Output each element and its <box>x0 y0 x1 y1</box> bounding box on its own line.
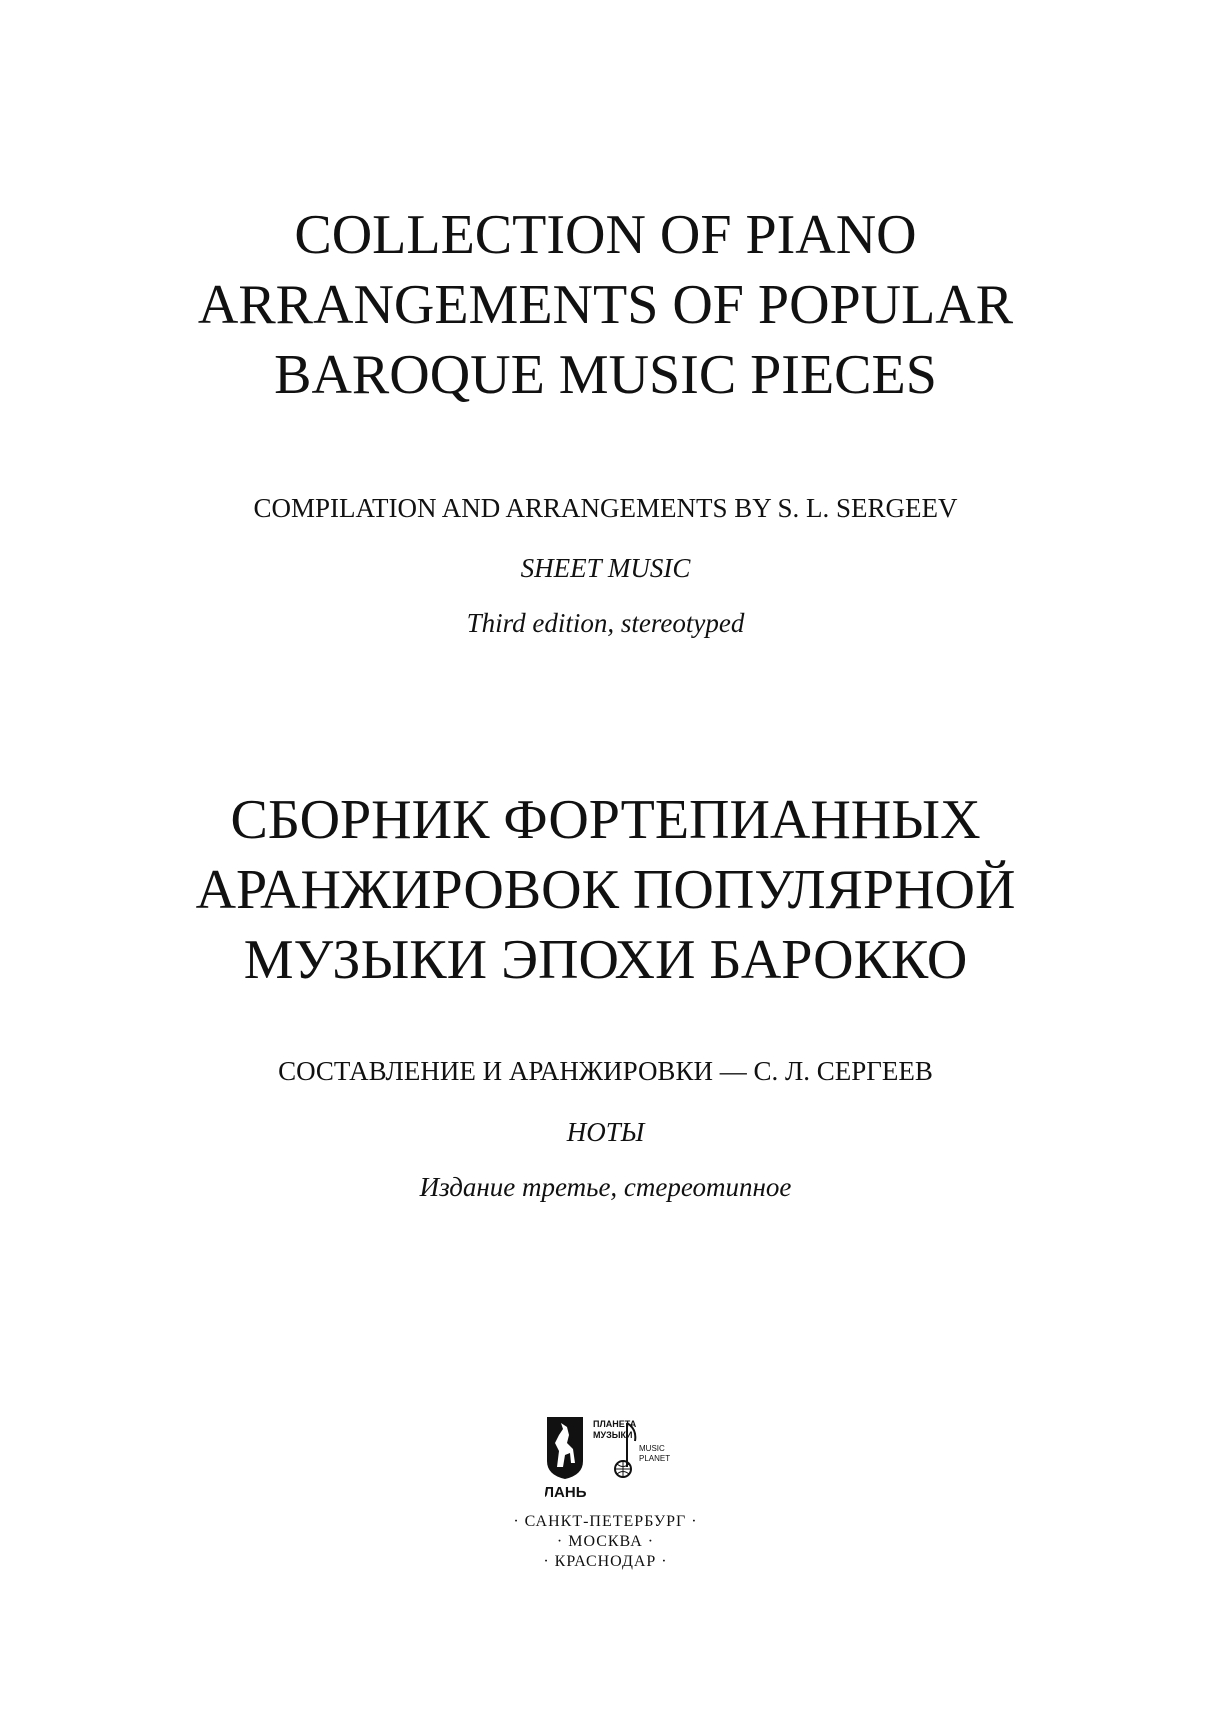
english-edition: Third edition, stereotyped <box>466 608 745 638</box>
russian-title-line-2: АРАНЖИРОВОК ПОПУЛЯРНОЙ <box>195 859 1016 921</box>
logo-text-planeta: ПЛАНЕТА <box>593 1419 637 1429</box>
logo-text-muzyki: МУЗЫКИ <box>593 1430 633 1440</box>
russian-edition: Издание третье, стереотипное <box>419 1172 792 1202</box>
city-2: · МОСКВА · <box>556 1533 655 1550</box>
russian-title-line-3: МУЗЫКИ ЭПОХИ БАРОККО <box>243 929 968 991</box>
english-title-line-1: COLLECTION OF PIANO <box>294 204 917 266</box>
english-title-line-3: BAROQUE MUSIC PIECES <box>274 344 937 406</box>
russian-genre: НОТЫ <box>566 1117 645 1147</box>
english-compilation: COMPILATION AND ARRANGEMENTS BY S. L. SERGEEV <box>253 493 958 523</box>
city-1: · САНКТ-ПЕТЕРБУРГ · <box>513 1513 698 1530</box>
english-title <box>0 200 1211 410</box>
logo-text-planet: PLANET <box>639 1454 671 1463</box>
publisher-logo <box>545 1415 685 1505</box>
logo-text-lan: ЛАНЬ <box>545 1484 587 1501</box>
publisher-logo-icon <box>545 1415 685 1505</box>
logo-text-music: MUSIC <box>639 1444 665 1453</box>
russian-title-line-1: СБОРНИК ФОРТЕПИАННЫХ <box>230 789 981 851</box>
city-3: · КРАСНОДАР · <box>543 1553 668 1570</box>
english-genre: SHEET MUSIC <box>520 553 691 583</box>
russian-compilation: СОСТАВЛЕНИЕ И АРАНЖИРОВКИ — С. Л. СЕРГЕЕВ <box>278 1056 933 1086</box>
english-title-line-2: ARRANGEMENTS OF POPULAR <box>197 274 1014 336</box>
publisher-cities <box>0 1512 1211 1572</box>
russian-title <box>0 785 1211 995</box>
